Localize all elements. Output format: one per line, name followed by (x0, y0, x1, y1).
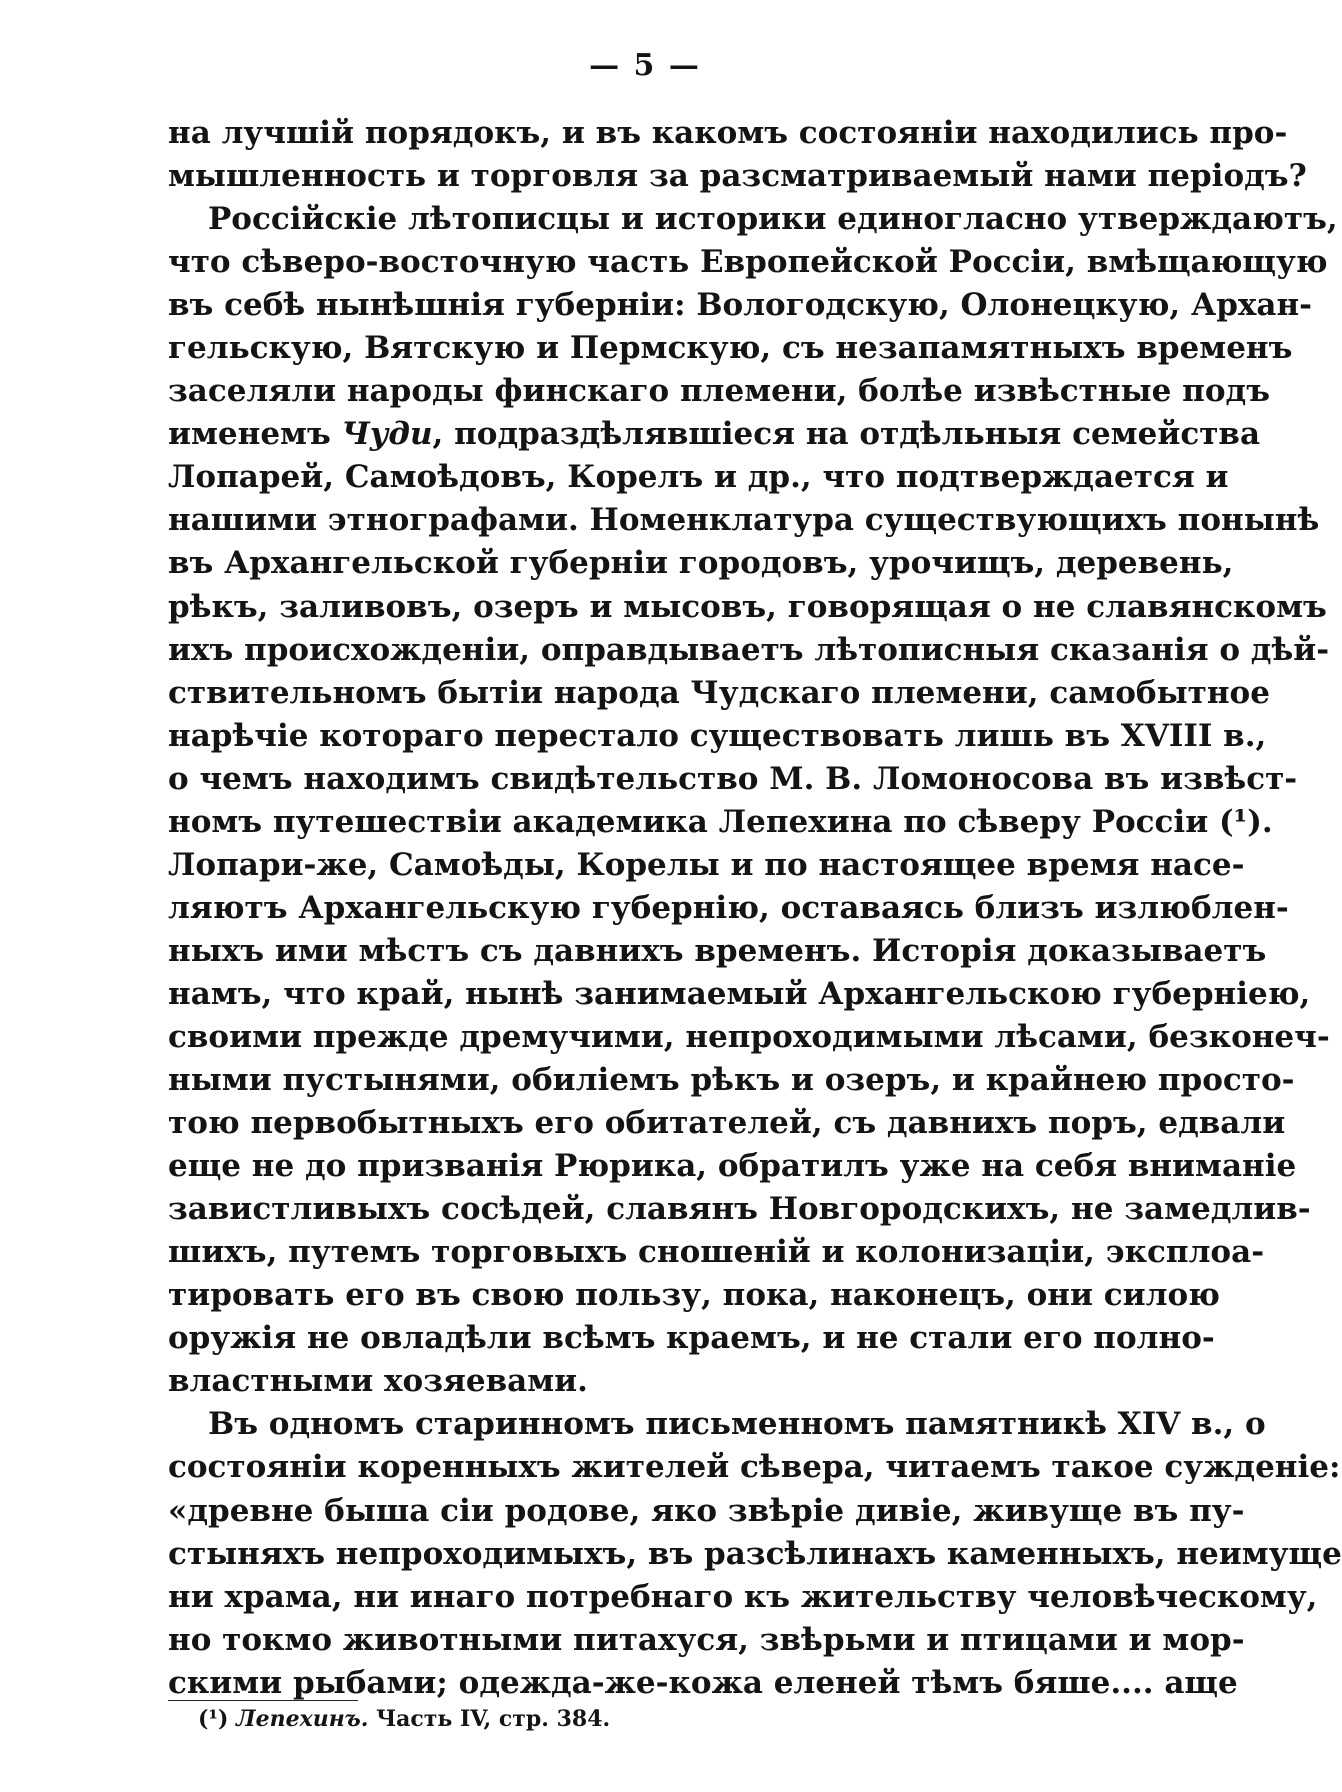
text-line: ствительномъ бытіи народа Чудскаго племени, самобытное (168, 674, 1270, 711)
text-line: Лопари-же, Самоѣды, Корелы и по настоящее время насе- (168, 846, 1245, 883)
text-line: въ себѣ нынѣшнія губерніи: Вологодскую, Олонецкую, Архан- (168, 287, 1313, 324)
page-number: — 5 — (589, 48, 701, 83)
text-line: ныхъ ими мѣстъ съ давнихъ временъ. Исторія доказываетъ (168, 932, 1267, 969)
text-line: скими рыбами; одежда-же-кожа еленей тѣмъ бяше.... аще (168, 1664, 1238, 1701)
paragraph (168, 198, 1338, 1403)
italic-term: Чуди (341, 416, 433, 453)
footnote-author: Лепехинъ. (236, 1706, 369, 1732)
text-line: стыняхъ непроходимыхъ, въ разсѣлинахъ каменныхъ, неимуще (168, 1535, 1342, 1572)
footnote-marker: (¹) (198, 1706, 229, 1732)
text-line: ными пустынями, обиліемъ рѣкъ и озеръ, и крайнею просто- (168, 1062, 1295, 1099)
text-line: мышленность и торговля за разсматриваемый нами періодъ? (168, 158, 1307, 195)
text-line: на лучшій порядокъ, и въ какомъ состояніи находились про- (168, 115, 1288, 151)
text-line: «древне быша сіи родове, яко звѣріе дивіе, живуще въ пу- (168, 1492, 1245, 1529)
text-line: завистливыхъ сосѣдей, славянъ Новгородскихъ, не замедлив- (168, 1191, 1311, 1228)
text-line: оружія не овладѣли всѣмъ краемъ, и не стали его полно- (168, 1320, 1215, 1357)
text-line: тировать его въ свою пользу, пока, наконецъ, они силою (168, 1277, 1220, 1314)
text-line: намъ, что край, нынѣ занимаемый Архангельскою губерніею, (168, 975, 1311, 1012)
text-line: гельскую, Вятскую и Пермскую, съ незапамятныхъ временъ (168, 330, 1293, 367)
text-line: о чемъ находимъ свидѣтельство М. В. Ломоносова въ извѣст- (168, 760, 1298, 797)
paragraph (168, 1403, 1342, 1704)
text-line: заселяли народы финскаго племени, болѣе извѣстные подъ (168, 373, 1270, 410)
text-line: Въ одномъ старинномъ письменномъ памятникѣ XIV в., о (208, 1406, 1266, 1443)
text-line: нашими этнографами. Номенклатура существующихъ понынѣ (168, 502, 1320, 539)
paragraph (168, 112, 1307, 198)
text-line: шихъ, путемъ торговыхъ сношеній и колонизаціи, эксплоа- (168, 1234, 1265, 1271)
text-line: ляютъ Архангельскую губернію, оставаясь близъ излюблен- (168, 889, 1289, 926)
text-line: состояніи коренныхъ жителей сѣвера, читаемъ такое сужденіе: (168, 1449, 1341, 1486)
text-line: номъ путешествіи академика Лепехина по сѣверу Россіи (¹). (168, 803, 1273, 840)
text-line: рѣкъ, заливовъ, озеръ и мысовъ, говорящая о не славянскомъ (168, 588, 1327, 625)
text-line: своими прежде дремучими, непроходимыми лѣсами, безконеч- (168, 1018, 1330, 1055)
text-line: ни храма, ни инаго потребнаго къ жительству человѣческому, (168, 1578, 1318, 1615)
footnote-reference: Часть IV, стр. 384. (376, 1706, 611, 1732)
text-line: въ Архангельской губерніи городовъ, урочищъ, деревень, (168, 545, 1234, 582)
text-line: тою первобытныхъ его обитателей, съ давнихъ поръ, едвали (168, 1105, 1286, 1142)
text-line: еще не до призванія Рюрика, обратилъ уже на себя вниманіе (168, 1148, 1297, 1185)
text-line: что сѣверо-восточную часть Европейской Россіи, вмѣщающую (168, 244, 1328, 281)
footnote-divider (168, 1700, 358, 1701)
text-line: властными хозяевами. (168, 1363, 588, 1400)
text-line: Россійскіе лѣтописцы и историки единогласно утверждаютъ, (208, 201, 1338, 238)
text-line: ихъ происхожденіи, оправдываетъ лѣтописныя сказанія о дѣй- (168, 631, 1330, 668)
text-line: именемъ Чуди, подраздѣлявшіеся на отдѣльныя семейства (168, 416, 1261, 453)
text-line: нарѣчіе котораго перестало существовать лишь въ XVIII в., (168, 717, 1267, 754)
text-line: Лопарей, Самоѣдовъ, Корелъ и др., что подтверждается и (168, 459, 1229, 496)
footnote (198, 1704, 610, 1734)
text-line: но токмо животными питахуся, звѣрьми и птицами и мор- (168, 1621, 1245, 1658)
body-text (168, 112, 1342, 1705)
